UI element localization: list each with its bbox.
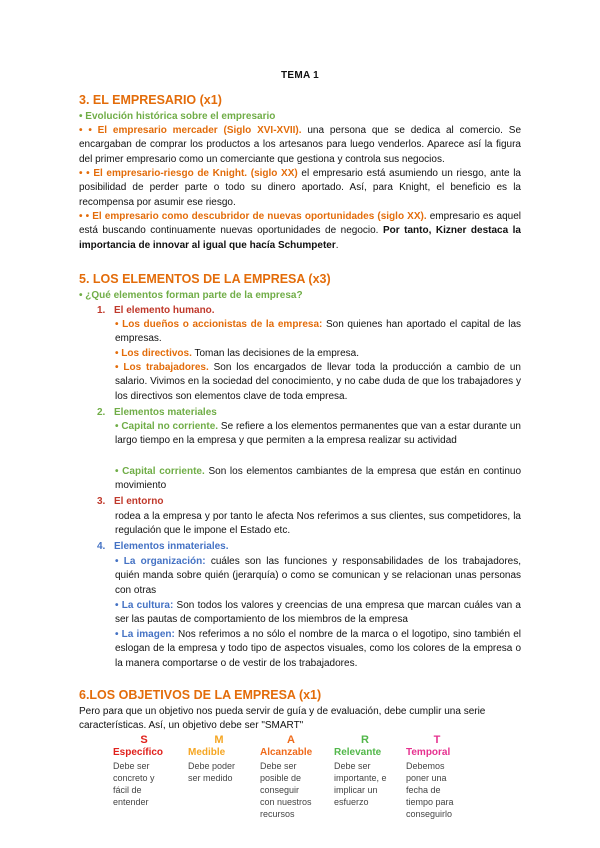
section-3-subheading: • Evolución histórica sobre el empresario [79, 111, 276, 122]
list-item-title: Elementos inmateriales. [114, 541, 229, 552]
list-item-title: El elemento humano. [114, 305, 215, 316]
smart-name: Específico [113, 747, 164, 758]
smart-description-line: poner una [406, 772, 447, 783]
smart-description-line: Debe ser [113, 760, 150, 771]
smart-name: Relevante [334, 747, 382, 758]
paragraph-label: • • El empresario mercader (Siglo XVI-XVII). [79, 125, 302, 136]
smart-column-s [113, 734, 185, 808]
list-item-1-owners [115, 318, 521, 347]
smart-description-line: fácil de [113, 784, 142, 795]
item-label: • La organización: [115, 556, 206, 567]
smart-description-line: concreto y [113, 772, 155, 783]
section-3-paragraph-1 [79, 124, 521, 167]
list-item-1-workers [115, 361, 521, 404]
smart-description-line: conseguirlo [406, 809, 453, 820]
smart-column-r [334, 734, 406, 808]
list-item-3 [97, 495, 521, 509]
list-number: 4. [97, 541, 106, 552]
item-text: Se refiere a los elementos permanentes que van a estar durante un largo tiempo en la empresa y que permiten a la empresa realizar su actividad [115, 421, 521, 447]
list-item-2-non-current-capital [115, 420, 521, 449]
smart-description-line: Debe ser [260, 760, 297, 771]
list-number: 3. [97, 496, 106, 507]
paragraph-text: empresario es aquel está buscando continuamente nuevas oportunidades de negocio. [79, 211, 522, 237]
list-item-2 [97, 406, 521, 420]
section-3-heading: 3. EL EMPRESARIO (x1) [79, 93, 222, 107]
item-label: • Capital no corriente. [115, 421, 219, 432]
list-item-4-image [115, 628, 521, 671]
list-item-title: El entorno [114, 496, 164, 507]
item-label: • Los trabajadores. [115, 362, 209, 373]
smart-description-line: entender [113, 797, 149, 808]
smart-letter: A [287, 734, 295, 746]
paragraph-end: . [335, 239, 339, 251]
paragraph-text: el empresario está asumiendo un riesgo, ante la posibilidad de perder parte o todo su dinero aportado. Así, para Knight, el beneficio es la recompensa por asumir ese riesgo. [79, 168, 521, 208]
list-item-2-current-capital [115, 465, 521, 494]
list-item-4 [97, 540, 521, 554]
smart-description-line: esfuerzo [334, 797, 369, 808]
smart-name: Medible [188, 747, 226, 758]
item-text: Son todos los valores y creencias de una empresa que marcan cuáles van a ser las pautas de comportamiento de los miembros de la empresa [115, 600, 521, 626]
item-label: • Los dueños o accionistas de la empresa: [115, 319, 323, 330]
list-number: 2. [97, 407, 106, 418]
item-text: Son quienes han aportado el capital de las empresas. [115, 319, 522, 345]
smart-column-t [406, 734, 478, 821]
smart-description-line: con nuestros [260, 797, 312, 808]
item-label: • La imagen: [115, 629, 175, 640]
item-text: Nos referimos a no sólo el nombre de la marca o el logotipo, sino también el eslogan de la empresa y todo tipo de aspectos visuales, como los colores de la empresa o la manera comportarse o de vestir de los trabajadores. [115, 629, 521, 669]
smart-table [113, 734, 463, 824]
section-5-heading: 5. LOS ELEMENTOS DE LA EMPRESA (x3) [79, 272, 331, 286]
smart-column-m [188, 734, 260, 784]
item-label: • Capital corriente. [115, 466, 205, 477]
list-item-3-text: rodea a la empresa y por tanto le afecta Nos referimos a sus clientes, sus competidores, la regulación que le impone el Estado etc. [115, 511, 521, 537]
smart-column-a [260, 734, 332, 821]
list-item-4-culture [115, 599, 521, 628]
smart-description-line: tiempo para [406, 797, 454, 808]
item-label: • La cultura: [115, 600, 174, 611]
smart-description-line: Debe poder [188, 760, 236, 771]
smart-description-line: fecha de [406, 784, 441, 795]
paragraph-label: • • El empresario-riesgo de Knight. (siglo XX) [79, 168, 298, 179]
smart-letter: R [361, 734, 369, 746]
paragraph-label: • • El empresario como descubridor de nuevas oportunidades (siglo XX). [79, 211, 427, 222]
section-3-paragraph-3 [79, 210, 521, 253]
paragraph-bold-text: Por tanto, Kizner destaca la importancia de innovar al igual que hacía Schumpeter [79, 225, 521, 251]
smart-letter: M [214, 734, 224, 746]
list-item-1-directors [115, 347, 521, 361]
section-5-subheading: • ¿Qué elementos forman parte de la empresa? [79, 290, 303, 301]
item-text: Toman las decisiones de la empresa. [191, 348, 359, 359]
item-label: • Los directivos. [115, 348, 192, 359]
list-number: 1. [97, 305, 106, 316]
item-text: Son los encargados de llevar toda la producción a cambio de un salario. Vivimos en la sociedad del conocimiento, y no cabe duda de que los trabajadores y los directivos son elementos clave de toda empresa. [115, 362, 521, 402]
section-3-paragraph-2 [79, 167, 521, 210]
smart-description-line: posible de [260, 772, 302, 783]
smart-description-line: importante, e [334, 772, 387, 783]
list-item-1 [97, 304, 521, 318]
smart-description-line: recursos [260, 809, 295, 820]
document-title: TEMA 1 [280, 70, 320, 81]
item-text: Son los elementos cambiantes de la empresa que están en continuo movimiento [115, 466, 522, 492]
smart-description-line: Debemos [406, 760, 445, 771]
list-item-4-organization [115, 555, 521, 598]
smart-letter: T [433, 734, 441, 746]
smart-description-line: Debe ser [334, 760, 371, 771]
smart-description-line: ser medido [188, 772, 233, 783]
smart-name: Alcanzable [260, 747, 313, 758]
paragraph-text: una persona que se dedica al comercio. Se encargaban de comprar los productos a los artesanos para luego venderlos. Aparece así la figura del primer empresario como un comerciante que gestiona y controla sus negocios. [79, 125, 521, 165]
section-6-paragraph: Pero para que un objetivo nos pueda servir de guía y de evaluación, debe cumplir una serie características. Así, un objetivo debe ser "SMART" [79, 706, 486, 732]
smart-name: Temporal [406, 747, 451, 758]
section-6-heading: 6.LOS OBJETIVOS DE LA EMPRESA (x1) [79, 688, 322, 702]
item-text: cuáles son las funciones y responsabilidades de los trabajadores, quién manda sobre quién (jerarquía) o como se comunican y se relacionan unas personas con otras [115, 556, 522, 596]
smart-description-line: conseguir [260, 784, 300, 795]
smart-letter: S [140, 734, 148, 746]
list-item-title: Elementos materiales [114, 407, 217, 418]
smart-description-line: implicar un [334, 784, 378, 795]
